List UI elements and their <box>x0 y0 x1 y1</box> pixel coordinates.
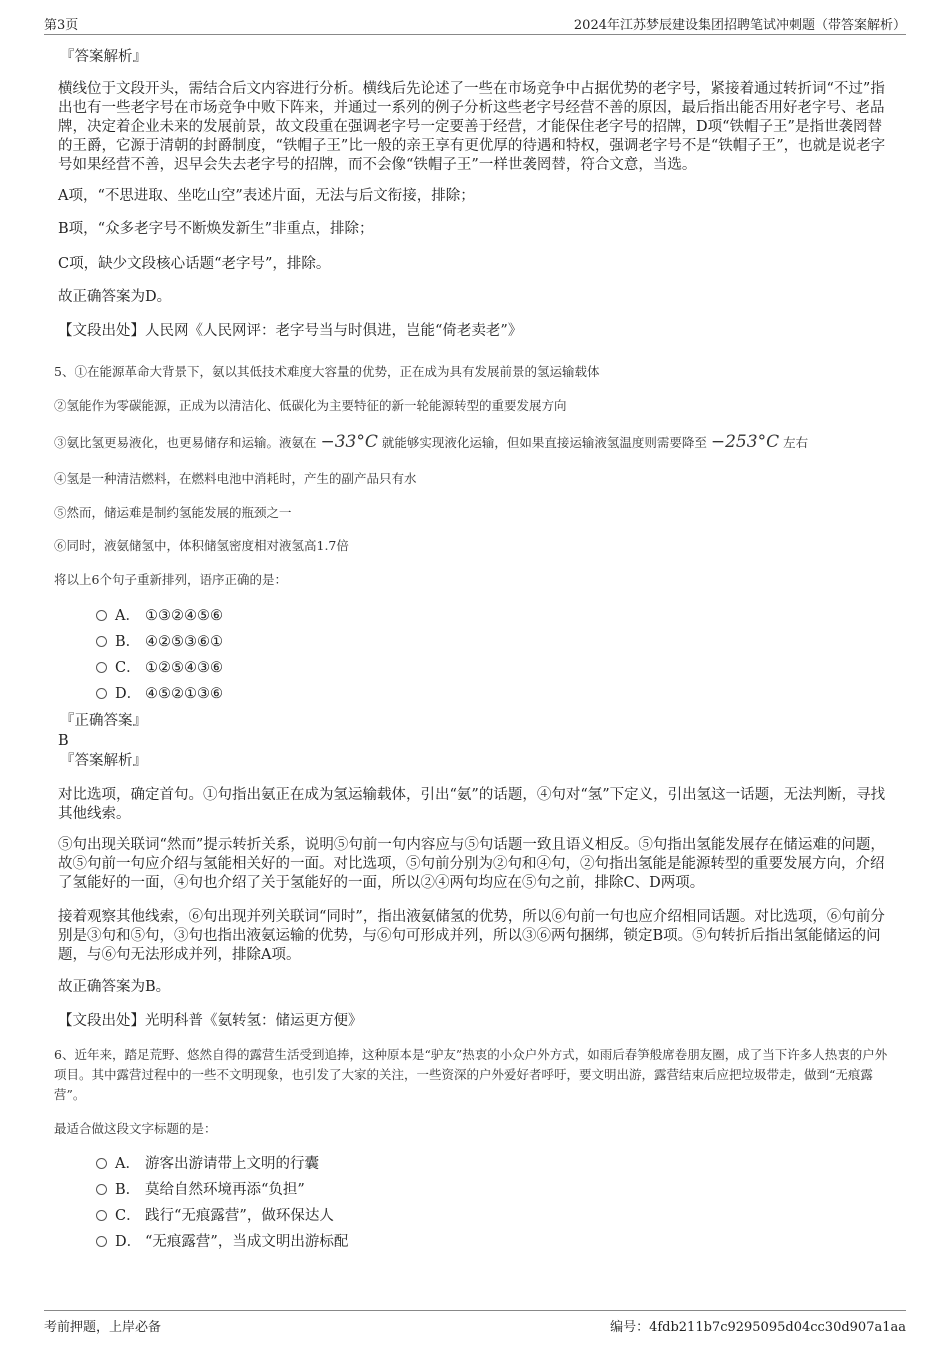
radio-icon[interactable] <box>96 610 107 621</box>
option-key: A． <box>115 608 140 624</box>
footer-slogan: 考前押题，上岸必备 <box>44 1320 162 1335</box>
q5-analysis-3: 接着观察其他线索，⑥句出现并列关联词“同时”，指出液氨储氢的优势，所以⑥句前一句也应介绍相同话题。对比选项，⑥句前分别是③句和⑤句，③句也指出液氨运输的优势，与⑥句可形成并列，所以③⑥两句捆绑，锁定B项。⑤句转折后指出氢能储运的问题，与⑥句无法形成并列，排除A项。 <box>58 909 885 963</box>
option-key: D． <box>115 1234 142 1250</box>
q5-answer-conclusion: 故正确答案为B。 <box>58 979 171 995</box>
q6-stem: 6、近年来，踏足荒野、悠然自得的露营生活受到追捧，这种原本是“驴友”热衷的小众户外方式，如雨后春笋般席卷朋友圈，成了当下许多人热衷的户外项目。其中露营过程中的一些不文明现象，也引发了大家的关注，一些资深的户外爱好者呼吁，要文明出游，露营结束后应把垃圾带走，做到“无痕露营”。 <box>54 1047 888 1102</box>
option-text: 践行“无痕露营”，做环保达人 <box>145 1208 334 1224</box>
q5-line3-part2: 就能够实现液化运输，但如果直接运输液氢温度则需要降至 <box>381 435 707 450</box>
option-text: ④⑤②①③⑥ <box>145 686 223 702</box>
option-text: ①③②④⑤⑥ <box>145 608 223 624</box>
radio-icon[interactable] <box>96 1236 107 1247</box>
option-key: C． <box>115 1208 141 1224</box>
q5-option-c[interactable] <box>96 658 223 678</box>
q4-analysis-b: B项，“众多老字号不断焕发新生”非重点，排除； <box>58 221 374 237</box>
q5-line3-part3: 左右 <box>783 435 809 450</box>
radio-icon[interactable] <box>96 662 107 673</box>
option-key: B． <box>115 1182 141 1198</box>
radio-icon[interactable] <box>96 1158 107 1169</box>
radio-icon[interactable] <box>96 1184 107 1195</box>
document-title: 2024年江苏梦辰建设集团招聘笔试冲刺题（带答案解析） <box>573 18 906 33</box>
q5-answer: B <box>58 733 69 749</box>
q6-option-b[interactable] <box>96 1180 305 1200</box>
q5-temp-2: −253°C <box>710 432 780 452</box>
option-text: “无痕露营”，当成文明出游标配 <box>145 1234 349 1250</box>
q5-stem-line-4: ④氢是一种清洁燃料，在燃料电池中消耗时，产生的副产品只有水 <box>54 471 417 486</box>
q5-answer-heading: 『正确答案』 <box>60 713 147 729</box>
option-key: B． <box>115 634 141 650</box>
q5-stem-line-1: 5、①在能源革命大背景下，氨以其低技术难度大容量的优势，正在成为具有发展前景的氢运输载体 <box>54 364 600 379</box>
q5-analysis-1: 对比选项，确定首句。①句指出氨正在成为氢运输载体，引出“氨”的话题，④句对“氢”下定义，引出氢这一话题，无法判断，寻找其他线索。 <box>58 787 886 822</box>
q5-option-b[interactable] <box>96 632 223 652</box>
q5-temp-1: −33°C <box>320 432 378 452</box>
q5-stem-line-3 <box>54 432 896 453</box>
option-text: ①②⑤④③⑥ <box>145 660 223 676</box>
q5-analysis-heading: 『答案解析』 <box>60 753 147 769</box>
q5-stem-line-2: ②氢能作为零碳能源，正成为以清洁化、低碳化为主要特征的新一轮能源转型的重要发展方向 <box>54 398 567 413</box>
radio-icon[interactable] <box>96 688 107 699</box>
q5-line3-part1: ③氨比氢更易液化，也更易储存和运输。液氨在 <box>54 435 317 450</box>
q5-option-d[interactable] <box>96 684 223 704</box>
q4-analysis-a: A项，“不思进取、坐吃山空”表述片面，无法与后文衔接，排除； <box>58 188 475 204</box>
q6-question: 最适合做这段文字标题的是： <box>54 1121 217 1136</box>
q6-option-c[interactable] <box>96 1206 334 1226</box>
option-text: ④②⑤③⑥① <box>145 634 223 650</box>
q5-option-a[interactable] <box>96 606 223 626</box>
option-key: D． <box>115 686 142 702</box>
q5-question: 将以上6个句子重新排列，语序正确的是： <box>54 572 287 587</box>
q4-answer-conclusion: 故正确答案为D。 <box>58 289 172 305</box>
q6-option-d[interactable] <box>96 1232 348 1252</box>
q5-stem-line-5: ⑤然而，储运难是制约氢能发展的瓶颈之一 <box>54 505 292 520</box>
q5-analysis-2: ⑤句出现关联词“然而”提示转折关系，说明⑤句前一句内容应与⑤句话题一致且语义相反。⑤句指出氢能发展存在储运难的问题，故⑤句前一句应介绍与氢能相关好的一面。对比选项，⑤句前分别为②句和④句，②句指出氢能是能源转型的重要发展方向，介绍了氢能好的一面，④句也介绍了关于氢能好的一面，所以②④两句均应在⑤句之前，排除C、D两项。 <box>58 837 885 891</box>
option-key: A． <box>115 1156 140 1172</box>
q4-analysis-heading: 『答案解析』 <box>60 49 147 65</box>
radio-icon[interactable] <box>96 636 107 647</box>
q5-stem-line-6: ⑥同时，液氨储氢中，体积储氢密度相对液氢高1.7倍 <box>54 538 349 553</box>
page-footer <box>44 1310 906 1335</box>
option-text: 莫给自然环境再添“负担” <box>145 1182 305 1198</box>
option-text: 游客出游请带上文明的行囊 <box>145 1156 319 1172</box>
document-id: 编号：4fdb211b7c9295095d04cc30d907a1aa <box>610 1320 906 1335</box>
option-key: C． <box>115 660 141 676</box>
q4-analysis-main: 横线位于文段开头，需结合后文内容进行分析。横线后先论述了一些在市场竞争中占据优势的老字号，紧接着通过转折词“不过”指出也有一些老字号在市场竞争中败下阵来，并通过一系列的例子分析这些老字号经营不善的原因，最后指出能否用好老字号、老品牌，决定着企业未来的发展前景，故文段重在强调老字号一定要善于经营，才能保住老字号的招牌，D项“铁帽子王”是指世袭罔替的王爵，它源于清朝的封爵制度，“铁帽子王”比一般的亲王享有更优厚的待遇和特权，强调老字号不是“铁帽子王”，也就是说老字号如果经营不善，迟早会失去老字号的招牌，而不会像“铁帽子王”一样世袭罔替，符合文意，当选。 <box>58 81 886 173</box>
page-header <box>44 12 906 35</box>
q4-analysis-c: C项，缺少文段核心话题“老字号”，排除。 <box>58 256 331 272</box>
q4-source: 【文段出处】人民网《人民网评：老字号当与时俱进，岂能“倚老卖老”》 <box>58 323 523 339</box>
page-number: 第3页 <box>44 18 79 33</box>
q5-source: 【文段出处】光明科普《氨转氢：储运更方便》 <box>58 1013 363 1029</box>
radio-icon[interactable] <box>96 1210 107 1221</box>
q6-option-a[interactable] <box>96 1154 319 1174</box>
